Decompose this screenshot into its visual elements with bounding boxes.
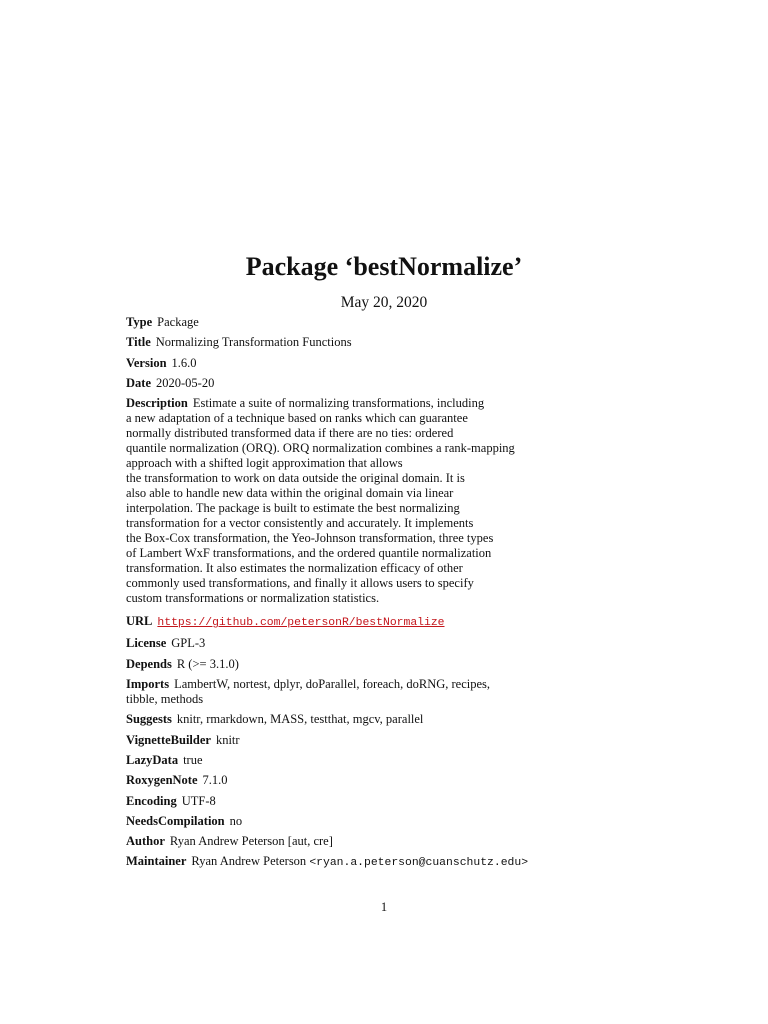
url-link[interactable]: https://github.com/petersonR/bestNormalize xyxy=(157,617,445,630)
field-key: Description xyxy=(126,396,188,411)
package-fields xyxy=(126,315,566,877)
field-key: Imports xyxy=(126,677,170,692)
field-value: Ryan Andrew Peterson [aut, cre] xyxy=(169,834,333,849)
field-url xyxy=(126,614,566,631)
description-line: interpolation. The package is built to estimate the best normalizing xyxy=(126,501,460,516)
description-line: the transformation to work on data outside the original domain. It is xyxy=(126,471,465,486)
field-lazydata xyxy=(126,753,566,768)
field-maintainer xyxy=(126,854,566,871)
maintainer-email: <ryan.a.peterson@cuanschutz.edu> xyxy=(309,857,529,870)
field-key: RoxygenNote xyxy=(126,773,198,788)
field-key: Type xyxy=(126,315,153,329)
field-key: Depends xyxy=(126,656,172,671)
field-value: UTF-8 xyxy=(181,793,216,808)
field-imports xyxy=(126,677,566,707)
field-type xyxy=(126,315,566,330)
imports-line: tibble, methods xyxy=(126,692,204,707)
field-depends xyxy=(126,657,566,672)
description-line: also able to handle new data within the original domain via linear xyxy=(126,486,454,501)
field-key: Version xyxy=(126,355,167,370)
field-vignettebuilder xyxy=(126,733,566,748)
field-key: Maintainer xyxy=(126,854,187,869)
field-description xyxy=(126,396,566,606)
field-value: R (>= 3.1.0) xyxy=(176,656,239,671)
field-suggests xyxy=(126,712,566,727)
field-author xyxy=(126,834,566,849)
field-value: 7.1.0 xyxy=(202,773,228,788)
field-roxygennote xyxy=(126,773,566,788)
field-value: no xyxy=(229,813,243,828)
description-line: normally distributed transformed data if there are no ties: ordered xyxy=(126,426,454,441)
field-value: Package xyxy=(157,315,199,329)
field-value: GPL-3 xyxy=(171,636,206,651)
field-key: License xyxy=(126,636,167,651)
field-license xyxy=(126,636,566,651)
field-key: Suggests xyxy=(126,712,172,727)
field-key: Date xyxy=(126,375,151,390)
description-line: transformation for a vector consistently and accurately. It implements xyxy=(126,516,474,531)
package-title: Package ‘bestNormalize’ xyxy=(245,252,523,281)
field-key: URL xyxy=(126,614,153,629)
description-line: of Lambert WxF transformations, and the ordered quantile normalization xyxy=(126,546,492,561)
description-line: Estimate a suite of normalizing transformations, including xyxy=(192,396,485,411)
description-line: a new adaptation of a technique based on ranks which can guarantee xyxy=(126,411,468,426)
field-value: knitr xyxy=(215,732,240,747)
description-line: commonly used transformations, and finally it allows users to specify xyxy=(126,576,474,591)
field-value: Normalizing Transformation Functions xyxy=(155,335,352,350)
description-line: transformation. It also estimates the normalization efficacy of other xyxy=(126,561,463,576)
description-line: quantile normalization (ORQ). ORQ normalization combines a rank-mapping xyxy=(126,441,515,456)
page-number: 1 xyxy=(380,900,388,914)
field-key: Author xyxy=(126,834,165,849)
imports-line: LambertW, nortest, dplyr, doParallel, foreach, doRNG, recipes, xyxy=(174,677,491,692)
field-key: Encoding xyxy=(126,793,177,808)
maintainer-name: Ryan Andrew Peterson xyxy=(191,854,307,869)
field-value: true xyxy=(183,752,203,767)
field-key: Title xyxy=(126,335,151,350)
description-line: the Box-Cox transformation, the Yeo-Johnson transformation, three types xyxy=(126,531,494,546)
field-key: LazyData xyxy=(126,752,179,767)
publication-date: May 20, 2020 xyxy=(340,294,428,311)
field-value: knitr, rmarkdown, MASS, testthat, mgcv, parallel xyxy=(176,712,424,727)
field-key: VignetteBuilder xyxy=(126,732,211,747)
field-date xyxy=(126,376,566,391)
description-line: custom transformations or normalization statistics. xyxy=(126,591,380,606)
field-version xyxy=(126,356,566,371)
field-value: 2020-05-20 xyxy=(156,375,215,390)
field-needscompilation xyxy=(126,814,566,829)
description-line: approach with a shifted logit approximation that allows xyxy=(126,456,403,471)
field-value: 1.6.0 xyxy=(171,355,197,370)
field-encoding xyxy=(126,794,566,809)
field-title xyxy=(126,335,566,350)
field-key: NeedsCompilation xyxy=(126,813,225,828)
